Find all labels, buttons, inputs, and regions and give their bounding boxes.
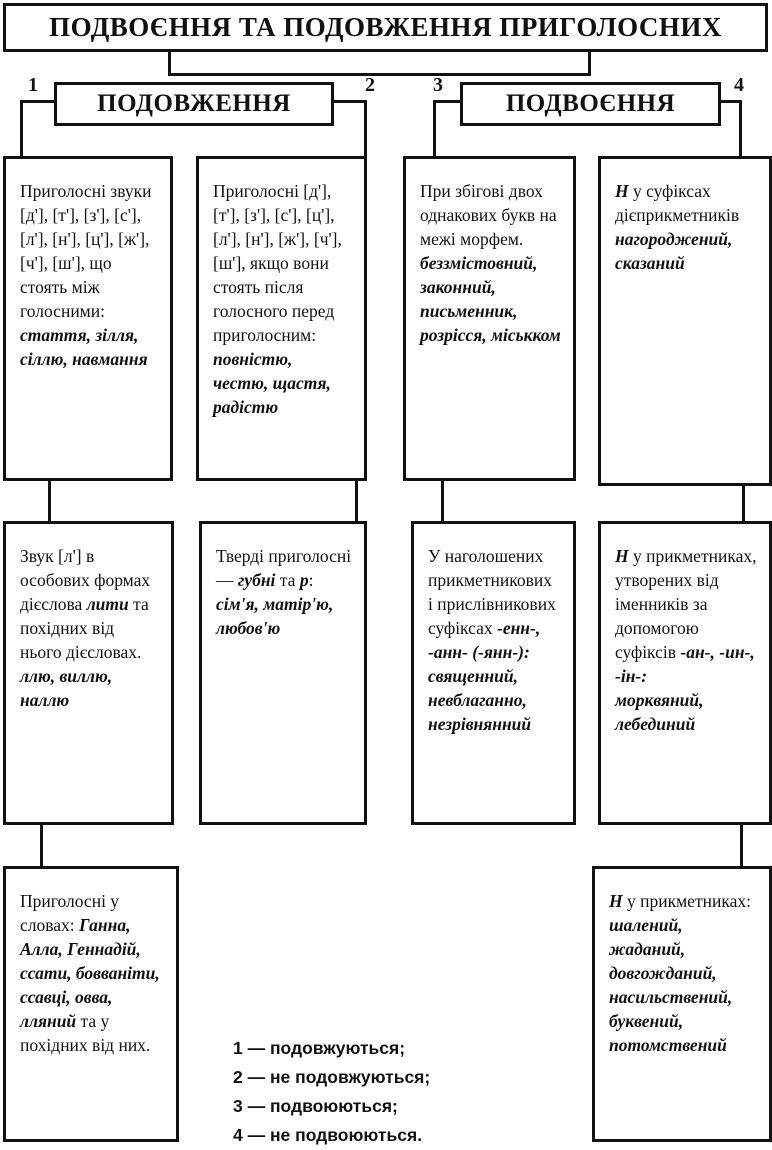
card-text: У наголошених прикметникових і прислівникових суфіксах	[428, 546, 556, 638]
diagram-title: ПОДВОЄННЯ ТА ПОДОВЖЕННЯ ПРИГОЛОСНИХ	[3, 3, 768, 52]
number-2: 2	[365, 74, 375, 96]
connector	[48, 478, 51, 524]
card-examples: стаття, зілля, сіллю, навмання	[20, 325, 148, 369]
connector	[40, 822, 43, 869]
card-no-lengthening-2	[199, 521, 367, 825]
card-examples: беззмістовний, законний, письменник, розрісся, міськком	[420, 253, 561, 345]
connector	[433, 100, 463, 103]
card-italic: Ганна, Алла, Геннадій, ссати, бовваніти, ссавці, овва, лляний	[20, 915, 160, 1031]
connector	[742, 483, 745, 524]
card-italic: -енн-, -анн- (-янн-):	[428, 618, 541, 662]
card-examples: священний, невблаганно, незрівнянний	[428, 666, 532, 734]
card-lengthening-1	[3, 156, 173, 481]
card-text: При збігові двох однакових букв на межі морфем.	[420, 181, 557, 249]
number-1: 1	[28, 74, 38, 96]
connector	[20, 100, 54, 103]
connector	[441, 478, 444, 524]
card-text: у прикметниках, утворених від іменників за допомогою суфіксів	[615, 546, 757, 662]
card-italic: -ан-, -ин-, -ін-:	[615, 642, 755, 686]
connector	[168, 73, 591, 76]
card-text: Приголосні [д'], [т'], [з'], [с'], [ц'], [л'], [н'], [ж'], [ч'], [ш'], якщо вони стоять після голосного перед приголосним:	[213, 181, 342, 345]
card-italic: лити	[86, 594, 129, 614]
card-text: Тверді приголосні —	[216, 546, 352, 590]
card-text: у прикметниках:	[622, 891, 751, 911]
card-lengthening-3	[3, 866, 179, 1142]
card-no-doubling-2	[598, 521, 772, 825]
card-text: :	[308, 570, 314, 590]
card-text: Приголосні звуки [д'], [т'], [з'], [с'], [л'], [н'], [ц'], [ж'], [ч'], [ш'], що стоять між голосними:	[20, 181, 152, 321]
card-text: Звук [л'] в особових формах дієслова	[20, 546, 151, 614]
connector	[739, 100, 742, 159]
card-italic: губні	[237, 570, 276, 590]
card-examples: повністю, честю, щастя, радістю	[213, 349, 331, 417]
legend	[233, 1034, 430, 1150]
card-lead-letter: Н	[615, 546, 629, 566]
card-lead-letter: Н	[609, 891, 623, 911]
connector	[364, 100, 367, 159]
card-text: Приголосні у словах:	[20, 891, 120, 935]
card-examples: сім'я, матір'ю, любов'ю	[216, 594, 334, 638]
card-text: та похідних від нього дієсловах.	[20, 594, 149, 662]
card-text: та у похідних від них.	[20, 1011, 151, 1055]
card-italic: р	[299, 570, 309, 590]
card-lead-letter: Н	[615, 181, 629, 201]
card-no-lengthening-1	[196, 156, 367, 481]
connector	[355, 478, 358, 524]
card-doubling-2	[411, 521, 576, 825]
card-examples: ллю, виллю, наллю	[20, 666, 113, 710]
card-no-doubling-1	[598, 156, 772, 486]
legend-item: 4 — не подвоюються.	[233, 1125, 423, 1145]
card-text: та	[275, 570, 300, 590]
connector	[20, 100, 23, 159]
card-lengthening-2	[3, 521, 174, 825]
card-examples: морквяний, лебединий	[615, 690, 704, 734]
card-text: у суфіксах дієприкметників	[615, 181, 740, 225]
legend-item: 2 — не подовжуються;	[233, 1067, 431, 1087]
card-no-doubling-3	[592, 866, 772, 1142]
card-examples: нагороджений, сказаний	[615, 229, 733, 273]
header-lengthening: ПОДОВЖЕННЯ	[54, 82, 334, 126]
card-examples: шалений, жаданий, довгожданий, насильствений, буквений, потомствений	[609, 915, 733, 1055]
number-3: 3	[433, 74, 443, 96]
legend-item: 3 — подвоюються;	[233, 1096, 398, 1116]
card-doubling-1	[403, 156, 576, 481]
connector	[740, 822, 743, 869]
legend-item: 1 — подовжуються;	[233, 1038, 406, 1058]
connector	[331, 100, 367, 103]
header-doubling: ПОДВОЄННЯ	[460, 82, 721, 126]
number-4: 4	[734, 74, 744, 96]
connector	[433, 100, 436, 159]
